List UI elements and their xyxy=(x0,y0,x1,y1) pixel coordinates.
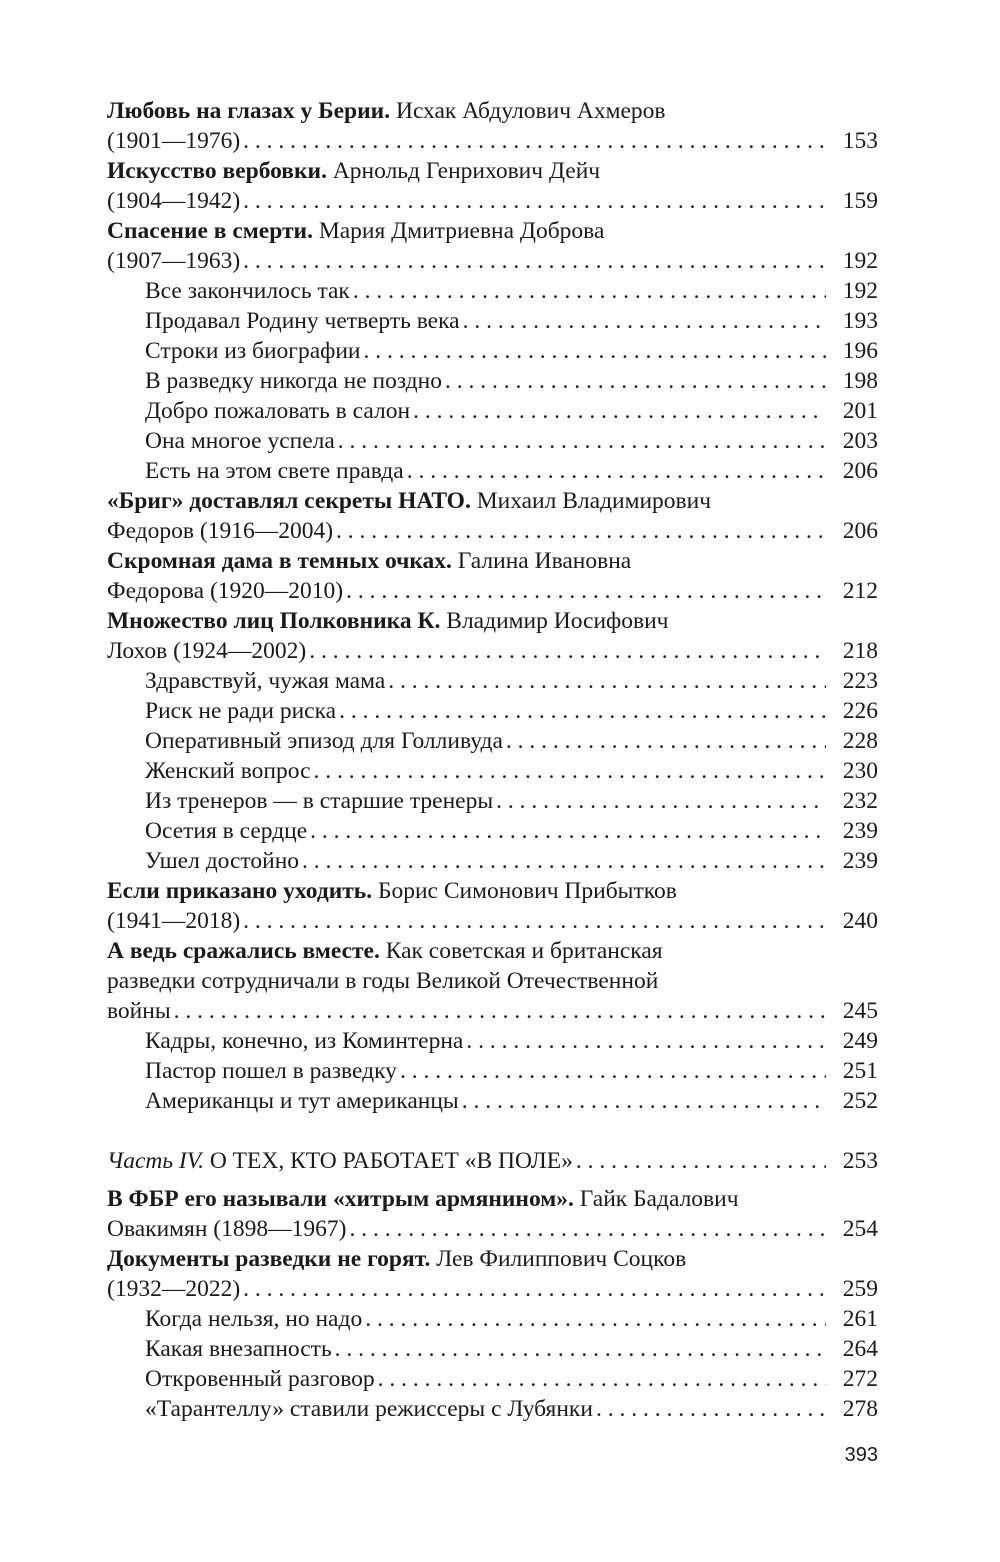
toc-subentry xyxy=(107,426,878,456)
toc-entry-heading xyxy=(107,486,878,516)
entry-title: Документы разведки не горят. xyxy=(107,1246,431,1272)
subentry-label: Есть на этом свете правда xyxy=(145,458,404,484)
dot-leader xyxy=(576,1146,826,1176)
dot-leader xyxy=(243,186,826,216)
dot-leader xyxy=(336,516,826,546)
toc-entry-heading xyxy=(107,606,878,636)
page-ref: 252 xyxy=(842,1088,878,1114)
entry-title: Скромная дама в темных очках. xyxy=(107,548,452,574)
dot-leader xyxy=(349,1214,826,1244)
subentry-label: Продавал Родину четверть века xyxy=(145,308,460,334)
entry-person: Арнольд Генрихович Дейч xyxy=(326,158,601,184)
dot-leader xyxy=(506,726,826,756)
toc-entry xyxy=(107,576,878,606)
entry-title: Искусство вербовки. xyxy=(107,158,327,184)
entry-person: Гайк Бадалович xyxy=(573,1186,739,1212)
entry-person: Исхак Абдулович Ахмеров xyxy=(390,98,666,124)
section-gap xyxy=(107,1116,878,1146)
toc-subentry xyxy=(107,1056,878,1086)
page-ref: 259 xyxy=(842,1276,878,1302)
toc-entry-line xyxy=(107,966,878,996)
page-ref: 230 xyxy=(842,758,878,784)
dot-leader xyxy=(310,816,826,846)
page-ref: 239 xyxy=(842,818,878,844)
subentry-label: Осетия в сердце xyxy=(145,818,308,844)
entry-person: Владимир Иосифович xyxy=(440,608,669,634)
dot-leader xyxy=(365,1304,826,1334)
toc-entry xyxy=(107,906,878,936)
page-ref: 264 xyxy=(842,1336,878,1362)
toc-subentry xyxy=(107,1304,878,1334)
toc-entry xyxy=(107,636,878,666)
toc-subentry xyxy=(107,1086,878,1116)
page-ref: 249 xyxy=(842,1028,878,1054)
toc-entry-heading xyxy=(107,936,878,966)
subentry-label: Американцы и тут американцы xyxy=(145,1088,459,1114)
toc-subentry xyxy=(107,816,878,846)
part-prefix: Часть IV. xyxy=(107,1148,204,1174)
page-ref: 218 xyxy=(842,638,878,664)
dot-leader xyxy=(463,306,826,336)
page-ref: 193 xyxy=(842,308,878,334)
subentry-label: Строки из биографии xyxy=(145,338,361,364)
page-ref: 212 xyxy=(842,578,878,604)
entry-person: Михаил Владимирович xyxy=(470,488,712,514)
dot-leader xyxy=(174,996,826,1026)
entry-person: Лев Филиппович Соцков xyxy=(430,1246,687,1272)
page-ref: 226 xyxy=(842,698,878,724)
page-ref: 261 xyxy=(842,1306,878,1332)
page-ref: 201 xyxy=(842,398,878,424)
toc-entry xyxy=(107,1274,878,1304)
toc-part xyxy=(107,1146,878,1176)
page-ref: 192 xyxy=(842,278,878,304)
page-ref: 272 xyxy=(842,1366,878,1392)
page-ref: 206 xyxy=(842,458,878,484)
toc-entry-heading xyxy=(107,1244,878,1274)
toc-entry-heading xyxy=(107,96,878,126)
dot-leader xyxy=(462,1086,826,1116)
toc-entry xyxy=(107,516,878,546)
dot-leader xyxy=(445,366,826,396)
dot-leader xyxy=(346,576,826,606)
toc-entry xyxy=(107,186,878,216)
toc-subentry xyxy=(107,756,878,786)
entry-continuation: (1907—1963) xyxy=(107,248,241,274)
dot-leader xyxy=(243,906,826,936)
page-ref: 278 xyxy=(842,1396,878,1422)
dot-leader xyxy=(338,426,826,456)
toc-subentry xyxy=(107,1334,878,1364)
page-ref: 198 xyxy=(842,368,878,394)
entry-continuation: Федорова (1920—2010) xyxy=(107,578,344,604)
page-ref: 239 xyxy=(842,848,878,874)
dot-leader xyxy=(339,696,826,726)
entry-continuation: (1932—2022) xyxy=(107,1276,241,1302)
toc-entry-heading xyxy=(107,1184,878,1214)
table-of-contents xyxy=(107,96,878,1424)
toc-entry xyxy=(107,996,878,1026)
entry-person: Борис Симонович Прибытков xyxy=(372,878,677,904)
toc-subentry xyxy=(107,666,878,696)
subentry-label: Женский вопрос xyxy=(145,758,311,784)
dot-leader xyxy=(243,246,826,276)
toc-entry-heading xyxy=(107,546,878,576)
page-ref: 228 xyxy=(842,728,878,754)
page-ref: 253 xyxy=(842,1148,878,1174)
subentry-label: Когда нельзя, но надо xyxy=(145,1306,363,1332)
subentry-label: Она многое успела xyxy=(145,428,335,454)
dot-leader xyxy=(596,1394,826,1424)
subentry-label: «Тарантеллу» ставили режиссеры с Лубянки xyxy=(145,1396,593,1422)
toc-subentry xyxy=(107,366,878,396)
entry-continuation: Овакимян (1898—1967) xyxy=(107,1216,347,1242)
page-ref: 232 xyxy=(842,788,878,814)
page-ref: 196 xyxy=(842,338,878,364)
section-gap xyxy=(107,1176,878,1184)
entry-continuation: (1904—1942) xyxy=(107,188,241,214)
subentry-label: Кадры, конечно, из Коминтерна xyxy=(145,1028,464,1054)
subentry-label: Все закончилось так xyxy=(145,278,350,304)
dot-leader xyxy=(353,276,826,306)
toc-entry xyxy=(107,126,878,156)
toc-subentry xyxy=(107,1026,878,1056)
dot-leader xyxy=(466,1026,826,1056)
entry-title: Любовь на глазах у Берии. xyxy=(107,98,391,124)
subentry-label: В разведку никогда не поздно xyxy=(145,368,442,394)
toc-subentry xyxy=(107,696,878,726)
entry-title: Множество лиц Полковника К. xyxy=(107,608,441,634)
dot-leader xyxy=(243,126,826,156)
part-title: О ТЕХ, КТО РАБОТАЕТ «В ПОЛЕ» xyxy=(203,1148,573,1174)
entry-continuation: (1941—2018) xyxy=(107,908,241,934)
entry-continuation: Лохов (1924—2002) xyxy=(107,638,307,664)
toc-entry-heading xyxy=(107,216,878,246)
page-ref: 245 xyxy=(842,998,878,1024)
page-ref: 159 xyxy=(842,188,878,214)
toc-subentry xyxy=(107,846,878,876)
toc-subentry xyxy=(107,396,878,426)
toc-entry-heading xyxy=(107,876,878,906)
toc-subentry xyxy=(107,306,878,336)
entry-person: Как советская и британская xyxy=(379,938,663,964)
dot-leader xyxy=(378,1364,826,1394)
dot-leader xyxy=(335,1334,826,1364)
entry-title: В ФБР его называли «хитрым армянином». xyxy=(107,1186,574,1212)
toc-subentry xyxy=(107,1364,878,1394)
dot-leader xyxy=(314,756,826,786)
page-ref: 203 xyxy=(842,428,878,454)
toc-entry-heading xyxy=(107,156,878,186)
toc-subentry xyxy=(107,786,878,816)
toc-subentry xyxy=(107,456,878,486)
entry-title: А ведь сражались вместе. xyxy=(107,938,380,964)
subentry-label: Риск не ради риска xyxy=(145,698,337,724)
dot-leader xyxy=(413,396,826,426)
entry-title: Спасение в смерти. xyxy=(107,218,313,244)
dot-leader xyxy=(243,1274,826,1304)
entry-person: Галина Ивановна xyxy=(451,548,632,574)
subentry-label: Ушел достойно xyxy=(145,848,300,874)
subentry-label: Добро пожаловать в салон xyxy=(145,398,411,424)
toc-entry xyxy=(107,246,878,276)
entry-continuation: войны xyxy=(107,998,171,1024)
subentry-label: Здравствуй, чужая мама xyxy=(145,668,386,694)
subentry-label: Какая внезапность xyxy=(145,1336,332,1362)
page-ref: 192 xyxy=(842,248,878,274)
dot-leader xyxy=(364,336,826,366)
page-ref: 206 xyxy=(842,518,878,544)
subentry-label: Из тренеров — в старшие тренеры xyxy=(145,788,494,814)
entry-person: Мария Дмитриевна Доброва xyxy=(312,218,605,244)
page-ref: 254 xyxy=(842,1216,878,1242)
entry-continuation: (1901—1976) xyxy=(107,128,241,154)
dot-leader xyxy=(309,636,826,666)
subentry-label: Оперативный эпизод для Голливуда xyxy=(145,728,503,754)
dot-leader xyxy=(302,846,826,876)
toc-subentry xyxy=(107,276,878,306)
entry-line-2: разведки сотрудничали в годы Великой Отечественной xyxy=(107,968,659,994)
page-ref: 153 xyxy=(842,128,878,154)
page-ref: 240 xyxy=(842,908,878,934)
dot-leader xyxy=(400,1056,826,1086)
page-ref: 251 xyxy=(842,1058,878,1084)
entry-title: Если приказано уходить. xyxy=(107,878,373,904)
toc-subentry xyxy=(107,1394,878,1424)
toc-subentry xyxy=(107,336,878,366)
dot-leader xyxy=(388,666,826,696)
subentry-label: Откровенный разговор xyxy=(145,1366,375,1392)
toc-subentry xyxy=(107,726,878,756)
page-number: 393 xyxy=(844,1444,878,1466)
dot-leader xyxy=(496,786,826,816)
entry-title: «Бриг» доставлял секреты НАТО. xyxy=(107,488,471,514)
subentry-label: Пастор пошел в разведку xyxy=(145,1058,397,1084)
page-ref: 223 xyxy=(842,668,878,694)
toc-entry xyxy=(107,1214,878,1244)
entry-continuation: Федоров (1916—2004) xyxy=(107,518,334,544)
dot-leader xyxy=(407,456,826,486)
